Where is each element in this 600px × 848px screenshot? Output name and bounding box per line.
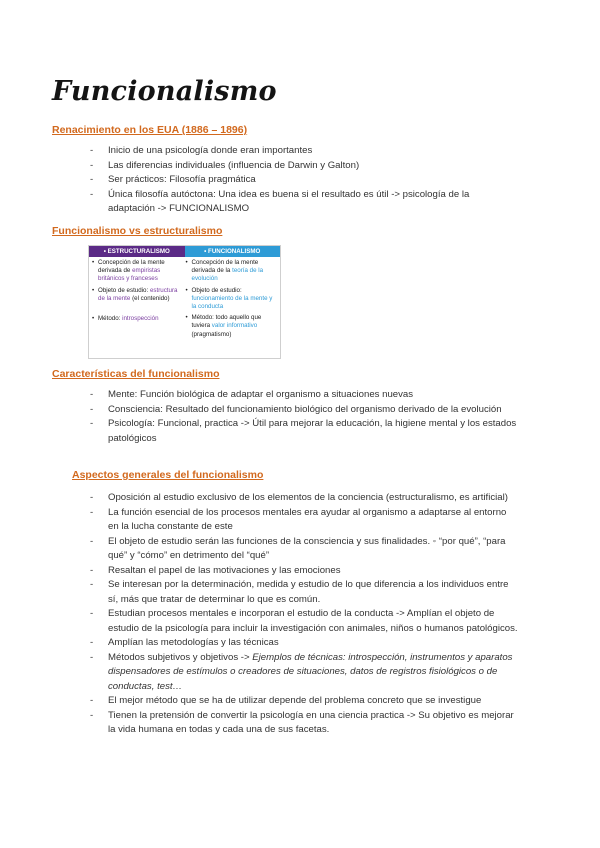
list-item: - Mente: Función biológica de adaptar el organismo a situaciones nuevas bbox=[90, 388, 518, 403]
section-heading-vs: Funcionalismo vs estructuralismo bbox=[52, 225, 223, 237]
caracteristicas-list bbox=[90, 388, 518, 446]
page-title: Funcionalismo bbox=[52, 76, 277, 107]
list-item: - Psicología: Funcional, practica -> Útil para mejorar la educación, la higiene mental y los estados patológicos bbox=[90, 417, 518, 446]
funcionalismo-column bbox=[185, 259, 279, 342]
section-heading-caracteristicas: Características del funcionalismo bbox=[52, 368, 220, 380]
section-heading-aspectos: Aspectos generales del funcionalismo bbox=[72, 469, 264, 481]
list-item: - Oposición al estudio exclusivo de los elementos de la conciencia (estructuralismo, es artificial) bbox=[90, 491, 518, 506]
comparison-table bbox=[88, 245, 281, 359]
list-item: - Ser prácticos: Filosofía pragmática bbox=[90, 173, 510, 188]
list-item: - Se interesan por la determinación, medida y estudio de lo que diferencia a los individuos entre sí, más que tratar de determinar lo que es común. bbox=[90, 578, 518, 607]
table-item: • Objeto de estudio: estructura de la mente (el contenido) bbox=[91, 287, 183, 303]
list-item: - Métodos subjetivos y objetivos -> Ejemplos de técnicas: introspección, instrumentos y aparatos dispensadores de estímulos o creadores de situaciones, datos de registros fisiológicos o de conductas, test… bbox=[90, 651, 518, 695]
list-item: - Tienen la pretensión de convertir la psicología en una ciencia practica -> Su objetivo es mejorar la vida humana en todas y cada una de sus facetas. bbox=[90, 709, 518, 738]
list-item: - Las diferencias individuales (influencia de Darwin y Galton) bbox=[90, 159, 510, 174]
table-item: • Concepción de la mente derivada de la teoría de la evolución bbox=[185, 259, 277, 284]
list-item: - El mejor método que se ha de utilizar depende del problema concreto que se investigue bbox=[90, 694, 518, 709]
header-estructuralismo: • ESTRUCTURALISMO bbox=[89, 246, 185, 257]
list-item: - Amplían las metodologías y las técnicas bbox=[90, 636, 518, 651]
estructuralismo-column bbox=[91, 259, 185, 342]
list-item: - Única filosofía autóctona: Una idea es buena si el resultado es útil -> psicología de la adaptación -> FUNCIONALISMO bbox=[90, 188, 510, 217]
header-funcionalismo: • FUNCIONALISMO bbox=[185, 246, 281, 257]
list-item: - Inicio de una psicología donde eran importantes bbox=[90, 144, 510, 159]
table-item: • Objeto de estudio: funcionamiento de la mente y la conducta bbox=[185, 287, 277, 312]
section-heading-renacimiento: Renacimiento en los EUA (1886 – 1896) bbox=[52, 124, 248, 136]
list-item: - Estudian procesos mentales e incorporan el estudio de la conducta -> Amplían el objeto de estudio de la psicología para incluir la investigación con animales, niños o humanos patológicos. bbox=[90, 607, 518, 636]
renacimiento-list bbox=[90, 144, 510, 217]
list-item: - Resaltan el papel de las motivaciones y las emociones bbox=[90, 564, 518, 579]
aspectos-list bbox=[90, 491, 518, 738]
list-item: - La función esencial de los procesos mentales era ayudar al organismo a adaptarse al entorno en la lucha constante de este bbox=[90, 506, 518, 535]
table-item: • Método: introspección bbox=[91, 315, 183, 323]
table-item: • Concepción de la mente derivada de empiristas británicos y franceses bbox=[91, 259, 183, 284]
list-item: - El objeto de estudio serán las funciones de la consciencia y sus finalidades. ◦ “por qué”, “para qué” y “cómo” en detrimento del “qué” bbox=[90, 535, 518, 564]
list-item: - Consciencia: Resultado del funcionamiento biológico del organismo derivado de la evolución bbox=[90, 403, 518, 418]
table-item: • Método: todo aquello que tuviera valor informativo (pragmatismo) bbox=[185, 314, 277, 339]
